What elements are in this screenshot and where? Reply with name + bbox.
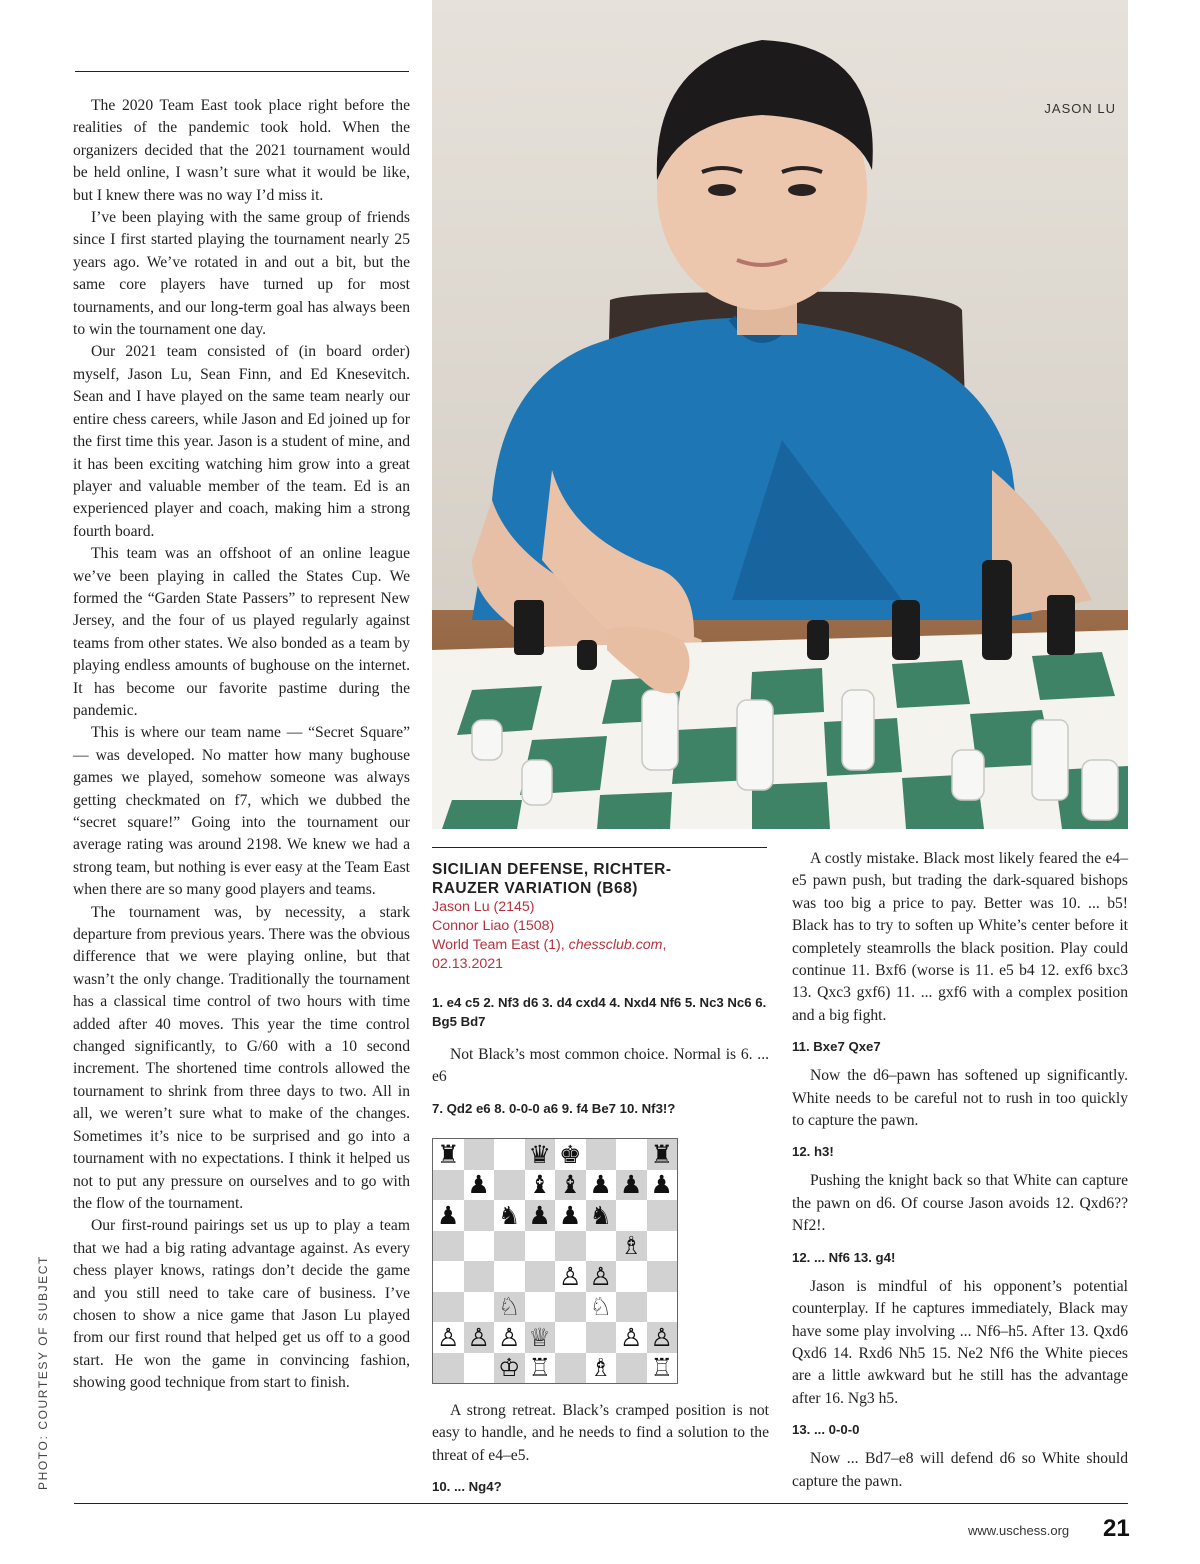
board-square — [464, 1231, 495, 1262]
board-square — [586, 1170, 617, 1201]
board-square — [433, 1200, 464, 1231]
chess-piece: ♝ — [528, 1170, 551, 1200]
chess-piece: ♟ — [620, 1170, 643, 1200]
board-square — [525, 1322, 556, 1353]
chess-piece: ♗ — [589, 1353, 612, 1383]
chess-piece: ♞ — [589, 1200, 612, 1230]
board-square — [433, 1353, 464, 1384]
black-player: Connor Liao (1508) — [432, 918, 555, 934]
board-square — [494, 1200, 525, 1231]
board-square — [525, 1292, 556, 1323]
chess-piece: ♖ — [528, 1353, 551, 1383]
board-square — [555, 1170, 586, 1201]
board-square — [555, 1353, 586, 1384]
chess-piece: ♞ — [498, 1200, 521, 1230]
game-title-line: SICILIAN DEFENSE, RICHTER- — [432, 861, 672, 878]
board-square — [647, 1231, 678, 1262]
board-square — [464, 1353, 495, 1384]
chess-piece: ♙ — [650, 1322, 673, 1352]
chess-piece: ♙ — [620, 1322, 643, 1352]
board-square — [494, 1231, 525, 1262]
chess-piece: ♚ — [559, 1139, 582, 1169]
board-square — [586, 1139, 617, 1170]
game-column-lower — [432, 1400, 769, 1496]
chess-piece: ♘ — [589, 1292, 612, 1322]
chess-piece: ♙ — [498, 1322, 521, 1352]
article-paragraph: Our 2021 team consisted of (in board order) myself, Jason Lu, Sean Finn, and Ed Knesevitch. Sean and I have played on the same team nearly our entire chess careers, while Jason and Ed joined up for the first time this year. Jason is a student of mine, and it has been exciting watching him grow into a great player and valuable member of the team. Ed is an experienced player and coach, making him a strong fourth board. — [73, 343, 410, 540]
game-moves: 12. ... Nf6 13. g4! — [792, 1249, 896, 1265]
board-square — [555, 1322, 586, 1353]
article-paragraph: This team was an offshoot of an online league we’ve been playing in called the States Cup. We formed the “Garden State Passers” to represent New Jersey, and the four of us played regularly against teams from other states. We also bonded as a team by playing endless amounts of bughouse on the internet. It has become our favorite pastime during the pandemic. — [73, 545, 410, 719]
article-paragraph: I’ve been playing with the same group of friends since I first started playing the tournament nearly 25 years ago. We’ve rotated in and out a bit, but the same core players have turned up for most tournaments, and our long-term goal has always been to win the tournament one day. — [73, 209, 410, 339]
game-moves: 13. ... 0-0-0 — [792, 1422, 860, 1438]
board-square — [555, 1261, 586, 1292]
board-square — [464, 1170, 495, 1201]
annotation: A strong retreat. Black’s cramped position is not easy to handle, and he needs to find a solution to the threat of e4–e5. — [432, 1402, 769, 1464]
game-moves: 11. Bxe7 Qxe7 — [792, 1039, 881, 1055]
board-square — [586, 1261, 617, 1292]
board-square — [616, 1139, 647, 1170]
game-event — [432, 936, 769, 955]
photo-caption: JASON LU — [1044, 101, 1116, 116]
photo-credit: PHOTO: COURTESY OF SUBJECT — [36, 1255, 50, 1490]
board-square — [616, 1261, 647, 1292]
annotation-column — [792, 848, 1128, 1493]
chess-piece: ♕ — [528, 1322, 551, 1352]
chess-piece: ♙ — [589, 1261, 612, 1291]
chess-piece: ♜ — [437, 1139, 460, 1169]
board-square — [433, 1170, 464, 1201]
board-square — [494, 1322, 525, 1353]
event-suffix: , — [662, 937, 667, 953]
annotation: A costly mistake. Black most likely feared the e4–e5 pawn push, but trading the dark-squared bishops was too big a price to pay. Better was 10. ... b5! Black has to try to soften up White’s center before it completely steamrolls the black position. Play could continue 11. Bxf6 (worse is 11. e5 b4 12. exf6 bxc3 13. Qxc3 gxf6) 11. ... gxf6 with a complex position and a big fight. — [792, 850, 1128, 1024]
board-square — [616, 1170, 647, 1201]
game-moves: 7. Qd2 e6 8. 0-0-0 a6 9. f4 Be7 10. Nf3!? — [432, 1100, 676, 1116]
event-site: chessclub.com — [568, 937, 663, 953]
board-square — [647, 1170, 678, 1201]
board-square — [494, 1292, 525, 1323]
board-square — [464, 1139, 495, 1170]
board-square — [616, 1353, 647, 1384]
board-square — [525, 1353, 556, 1384]
chess-piece: ♙ — [467, 1322, 490, 1352]
board-square — [647, 1292, 678, 1323]
board-square — [555, 1139, 586, 1170]
board-square — [586, 1292, 617, 1323]
board-square — [433, 1231, 464, 1262]
article-paragraph: Our first-round pairings set us up to play a team that we had a big rating advantage against. As every chess player knows, ratings don’t decide the game and you still need to take care of business. I’ve chosen to show a nice game that Jason Lu played from our first round that helped get us off to a good start. He won the game in convincing fashion, showing good technique from start to finish. — [73, 1217, 410, 1392]
board-square — [555, 1292, 586, 1323]
white-player: Jason Lu (2145) — [432, 899, 535, 915]
board-square — [433, 1292, 464, 1323]
board-square — [525, 1231, 556, 1262]
portrait-photo — [432, 0, 1128, 829]
board-square — [525, 1261, 556, 1292]
annotation: Pushing the knight back so that White can capture the pawn on d6. Of course Jason avoids 12. Qxd6?? Nf2!. — [792, 1172, 1128, 1235]
chess-diagram — [432, 1138, 678, 1384]
article-paragraph: This is where our team name — “Secret Square” — was developed. No matter how many bughouse games we played, somehow someone was always getting checkmated on f7, which we dubbed the “secret square!” Going into the tournament our average rating was around 2198. We knew we had a strong team, but nothing is ever easy at the Team East when there are so many good players and teams. — [73, 724, 410, 899]
article-paragraph: The tournament was, by necessity, a stark departure from previous years. There was the obvious difference that we were playing online, but that wasn’t the only change. Traditionally the tournament has a classical time control of two hours with time added after 40 moves. This year the time control changed significantly, to G/60 with a 10 second increment. The shortened time controls allowed the tournament to shrink from three days to two. All in all, we weren’t sure what to make of the changes. Sometimes it’s nice to be surprised and go into a tournament with no expectations. I think it helped us not to put any pressure on ourselves and to go with the flow of the tournament. — [73, 903, 410, 1212]
chess-piece: ♖ — [650, 1353, 673, 1383]
left-column-rule — [75, 71, 409, 72]
chess-piece: ♛ — [528, 1139, 551, 1169]
board-square — [555, 1231, 586, 1262]
board-square — [586, 1200, 617, 1231]
board-square — [586, 1353, 617, 1384]
chess-piece: ♟ — [589, 1170, 612, 1200]
board-square — [616, 1322, 647, 1353]
chess-piece: ♙ — [437, 1322, 460, 1352]
board-square — [433, 1261, 464, 1292]
portrait-illustration — [432, 0, 1128, 829]
chess-piece: ♗ — [620, 1231, 643, 1261]
annotation: Now the d6–pawn has softened up significantly. White needs to be careful not to rush in too quickly to capture the pawn. — [792, 1067, 1128, 1130]
page-number: 21 — [1103, 1515, 1130, 1542]
chess-piece: ♘ — [498, 1292, 521, 1322]
chess-piece: ♟ — [437, 1200, 460, 1230]
board-square — [464, 1261, 495, 1292]
game-moves: 10. ... Ng4? — [432, 1479, 502, 1495]
board-square — [494, 1261, 525, 1292]
board-square — [494, 1139, 525, 1170]
chess-piece: ♟ — [650, 1170, 673, 1200]
board-square — [464, 1292, 495, 1323]
footer-url: www.uschess.org — [968, 1523, 1070, 1538]
annotation: Not Black’s most common choice. Normal is 6. ... e6 — [432, 1046, 769, 1086]
board-square — [525, 1170, 556, 1201]
board-square — [525, 1139, 556, 1170]
game-title-line: RAUZER VARIATION (B68) — [432, 880, 638, 897]
chess-piece: ♙ — [559, 1261, 582, 1291]
game-moves: 12. h3! — [792, 1144, 834, 1160]
board-square — [647, 1200, 678, 1231]
event-name: World Team East (1), — [432, 937, 569, 953]
board-square — [616, 1200, 647, 1231]
chess-piece: ♟ — [559, 1200, 582, 1230]
chess-piece: ♜ — [650, 1139, 673, 1169]
board-square — [616, 1292, 647, 1323]
board-square — [494, 1170, 525, 1201]
board-square — [586, 1231, 617, 1262]
board-square — [525, 1200, 556, 1231]
chess-piece: ♟ — [528, 1200, 551, 1230]
board-square — [433, 1139, 464, 1170]
game-header-rule — [432, 847, 767, 848]
game-moves: 1. e4 c5 2. Nf3 d6 3. d4 cxd4 4. Nxd4 Nf6 5. Nc3 Nc6 6. Bg5 Bd7 — [432, 995, 767, 1029]
chess-piece: ♝ — [559, 1170, 582, 1200]
footer-rule — [74, 1503, 1128, 1504]
board-square — [586, 1322, 617, 1353]
board-square — [555, 1200, 586, 1231]
board-square — [494, 1353, 525, 1384]
chess-piece: ♔ — [498, 1353, 521, 1383]
board-square — [464, 1200, 495, 1231]
article-paragraph: The 2020 Team East took place right before the realities of the pandemic took hold. When the organizers decided that the 2021 tournament would be held online, I wasn’t sure what it would be like, but I knew there was no way I’d miss it. — [73, 97, 410, 204]
article-left-column — [73, 95, 410, 1395]
game-date: 02.13.2021 — [432, 956, 504, 972]
board-square — [647, 1139, 678, 1170]
annotation: Jason is mindful of his opponent’s potential counterplay. If he captures immediately, Black may have some play involving ... Nf6–h5. After 13. Qxd6 Qxd6 14. Rxd6 Nh5 15. Ne2 Nf6 the White pieces are a little awkward but he still has the advantage after 16. Ng3 h5. — [792, 1277, 1128, 1407]
board-square — [616, 1231, 647, 1262]
board-square — [647, 1322, 678, 1353]
board-square — [433, 1322, 464, 1353]
board-square — [464, 1322, 495, 1353]
game-column — [432, 860, 769, 1118]
board-square — [647, 1353, 678, 1384]
annotation: Now ... Bd7–e8 will defend d6 so White should capture the pawn. — [792, 1450, 1128, 1490]
chess-piece: ♟ — [467, 1170, 490, 1200]
board-square — [647, 1261, 678, 1292]
